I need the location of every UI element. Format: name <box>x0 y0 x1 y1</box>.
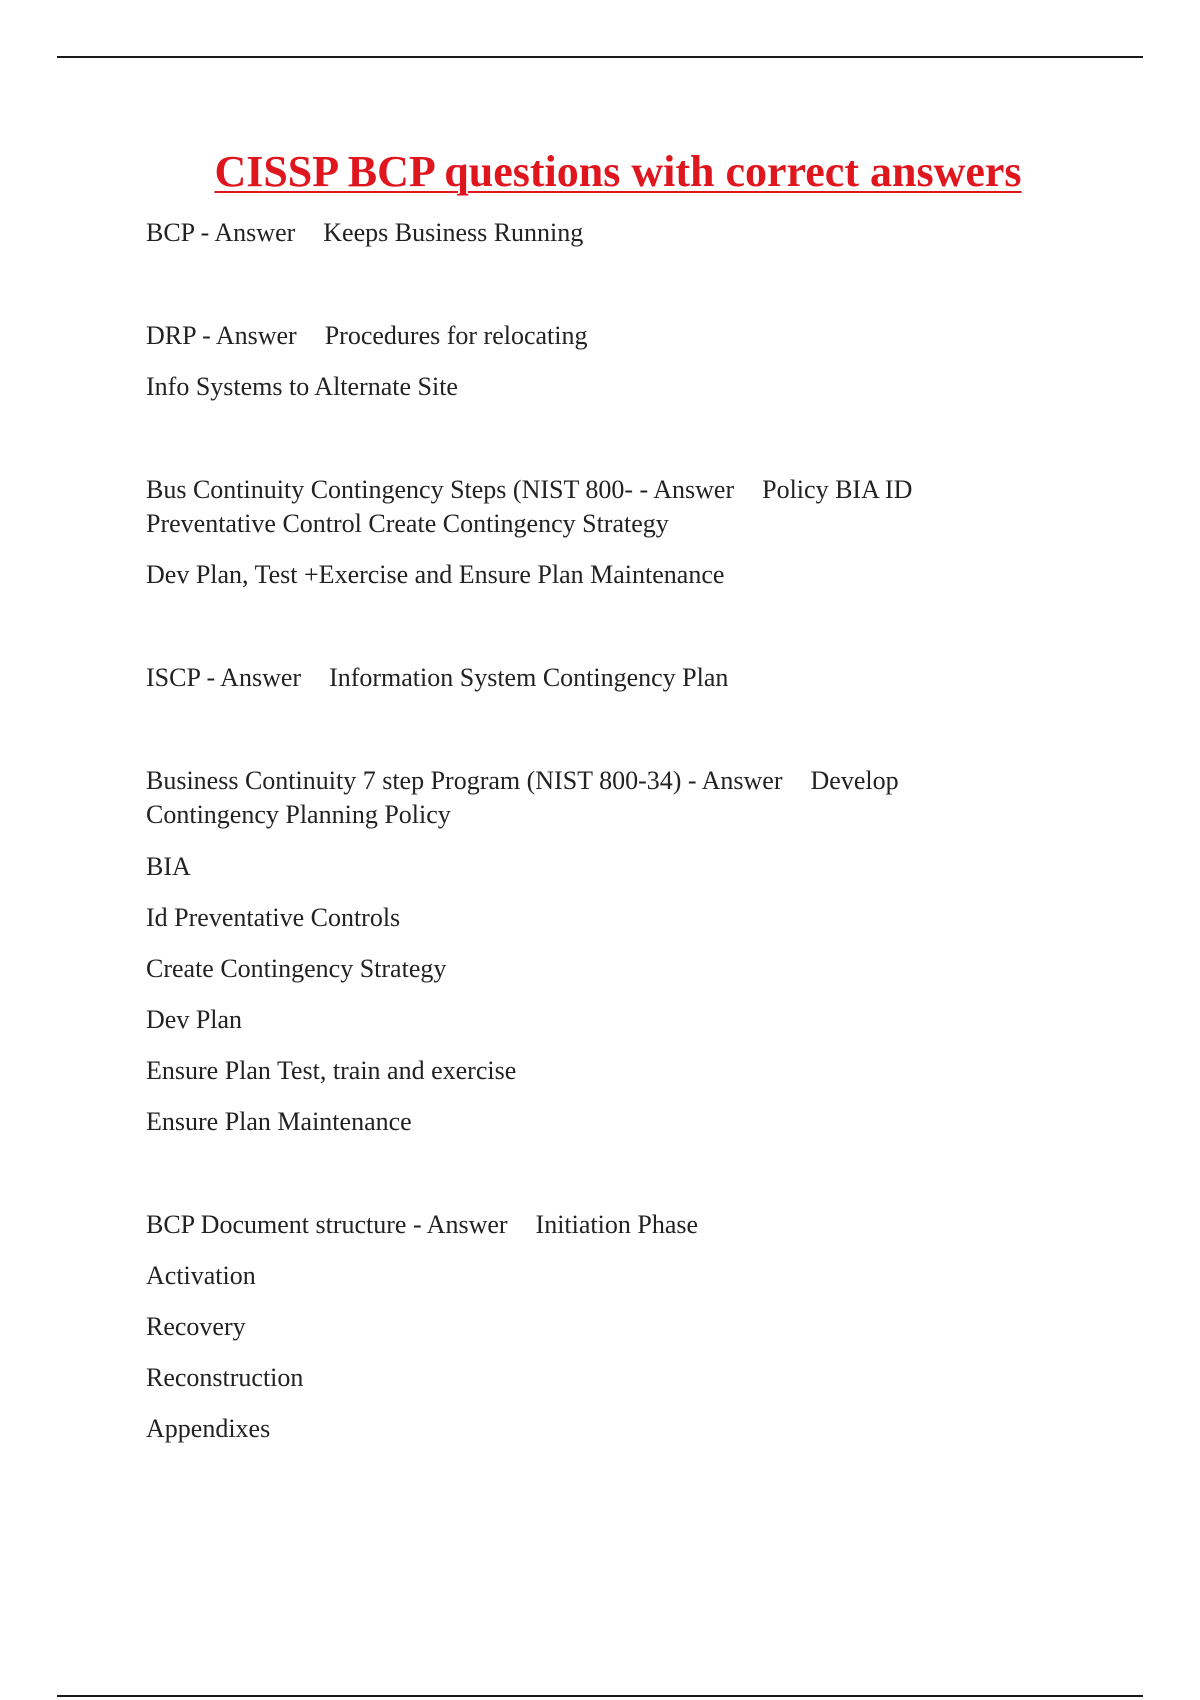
qa-item-seven-step-program <box>146 764 899 798</box>
answer-line: Info Systems to Alternate Site <box>146 372 458 401</box>
answer-text: Keeps Business Running <box>323 218 584 247</box>
answer-line: Activation <box>146 1261 256 1290</box>
answer-line: Recovery <box>146 1312 246 1341</box>
question-text: DRP - Answer <box>146 321 297 350</box>
answer-line: Reconstruction <box>146 1363 304 1392</box>
document-title: CISSP BCP questions with correct answers <box>214 147 1022 196</box>
answer-line: Ensure Plan Test, train and exercise <box>146 1056 517 1085</box>
question-text: Business Continuity 7 step Program (NIST 800-34) - Answer <box>146 766 783 795</box>
answer-wrap-line: Preventative Control Create Contingency Strategy <box>146 509 669 538</box>
question-text: Bus Continuity Contingency Steps (NIST 800- - Answer <box>146 475 735 504</box>
answer-line: BIA <box>146 852 191 881</box>
answer-line: Create Contingency Strategy <box>146 954 447 983</box>
question-text: BCP - Answer <box>146 218 296 247</box>
qa-item-bcp <box>146 216 583 250</box>
answer-line: Ensure Plan Maintenance <box>146 1107 412 1136</box>
footer-rule <box>57 1695 1143 1697</box>
qa-item-drp <box>146 319 588 353</box>
answer-text: Initiation Phase <box>535 1210 699 1239</box>
answer-line: Appendixes <box>146 1414 271 1443</box>
question-text: BCP Document structure - Answer <box>146 1210 508 1239</box>
answer-text: Information System Contingency Plan <box>329 663 729 692</box>
header-rule <box>57 56 1143 58</box>
qa-item-bus-continuity-steps <box>146 473 912 507</box>
question-text: ISCP - Answer <box>146 663 302 692</box>
answer-line: Dev Plan <box>146 1005 243 1034</box>
answer-line: Id Preventative Controls <box>146 903 401 932</box>
answer-line: Dev Plan, Test +Exercise and Ensure Plan Maintenance <box>146 560 725 589</box>
answer-wrap-line: Contingency Planning Policy <box>146 800 451 829</box>
qa-item-iscp <box>146 661 728 695</box>
qa-item-bcp-document-structure <box>146 1208 698 1242</box>
answer-text: Develop <box>810 766 899 795</box>
answer-text: Policy BIA ID <box>762 475 913 504</box>
answer-text: Procedures for relocating <box>324 321 588 350</box>
